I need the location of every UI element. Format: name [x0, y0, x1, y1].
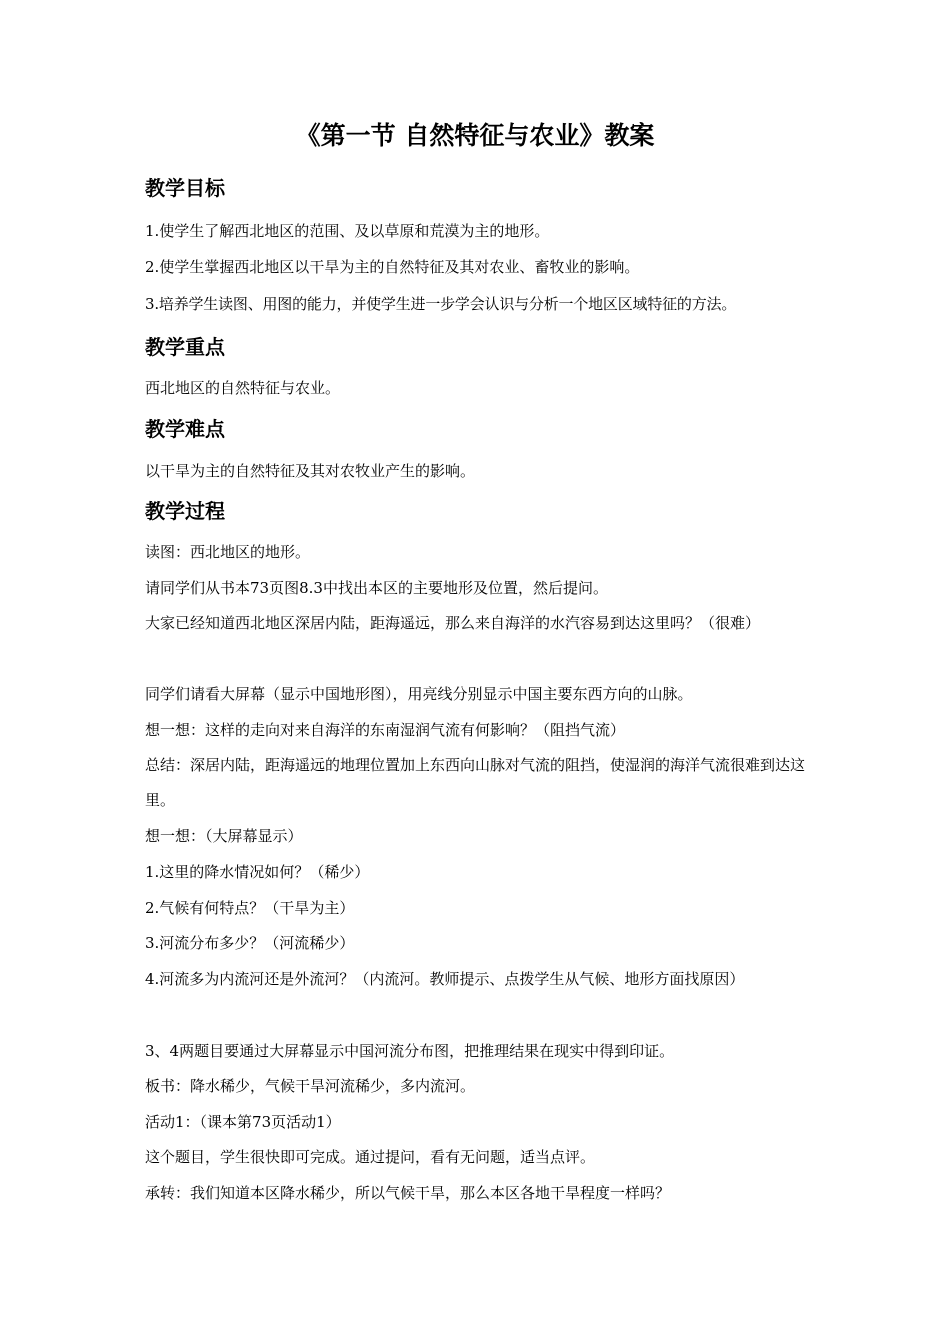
- process-paragraph: 板书：降水稀少，气候干旱河流稀少，多内流河。: [145, 1077, 476, 1095]
- objective-item: 3.培养学生读图、用图的能力，并使学生进一步学会认识与分析一个地区区域特征的方法。: [145, 295, 737, 313]
- process-paragraph: 读图：西北地区的地形。: [145, 543, 311, 561]
- process-paragraph: 想一想：这样的走向对来自海洋的东南湿润气流有何影响？（阻挡气流）: [145, 721, 626, 739]
- document-title: 《第一节 自然特征与农业》教案: [295, 121, 655, 150]
- objective-item: 2.使学生掌握西北地区以干旱为主的自然特征及其对农业、畜牧业的影响。: [145, 258, 640, 276]
- section-heading-objectives: 教学目标: [145, 176, 225, 200]
- process-paragraph: 总结：深居内陆，距海遥远的地理位置加上东西向山脉对气流的阻挡，使湿润的海洋气流很难到达这里。: [145, 756, 806, 809]
- objective-item: 1.使学生了解西北地区的范围、及以草原和荒漠为主的地形。: [145, 222, 550, 240]
- process-paragraph: 2.气候有何特点？（干旱为主）: [145, 899, 355, 917]
- process-paragraph: 这个题目，学生很快即可完成。通过提问，看有无问题，适当点评。: [145, 1148, 596, 1166]
- process-paragraph: 请同学们从书本73页图8.3中找出本区的主要地形及位置，然后提问。: [145, 579, 608, 597]
- section-heading-key-points: 教学重点: [145, 335, 225, 359]
- process-paragraph: 1.这里的降水情况如何？（稀少）: [145, 863, 370, 881]
- key-points-text: 西北地区的自然特征与农业。: [145, 379, 341, 397]
- process-paragraph: 同学们请看大屏幕（显示中国地形图），用亮线分别显示中国主要东西方向的山脉。: [145, 685, 693, 703]
- process-paragraph: 3、4两题目要通过大屏幕显示中国河流分布图，把推理结果在现实中得到印证。: [145, 1042, 675, 1060]
- process-paragraph: 活动1：（课本第73页活动1）: [145, 1113, 341, 1131]
- process-paragraph: 想一想：（大屏幕显示）: [145, 827, 303, 845]
- process-paragraph: 承转：我们知道本区降水稀少，所以气候干旱，那么本区各地干旱程度一样吗？: [145, 1184, 671, 1202]
- process-paragraph: 4.河流多为内流河还是外流河？（内流河。教师提示、点拨学生从气候、地形方面找原因）: [145, 970, 745, 988]
- section-heading-difficulties: 教学难点: [145, 417, 225, 441]
- section-heading-process: 教学过程: [145, 499, 225, 523]
- process-paragraph: 3.河流分布多少？（河流稀少）: [145, 934, 355, 952]
- difficulties-text: 以干旱为主的自然特征及其对农牧业产生的影响。: [145, 462, 476, 480]
- process-paragraph: 大家已经知道西北地区深居内陆，距海遥远，那么来自海洋的水汽容易到达这里吗？（很难）: [145, 614, 761, 632]
